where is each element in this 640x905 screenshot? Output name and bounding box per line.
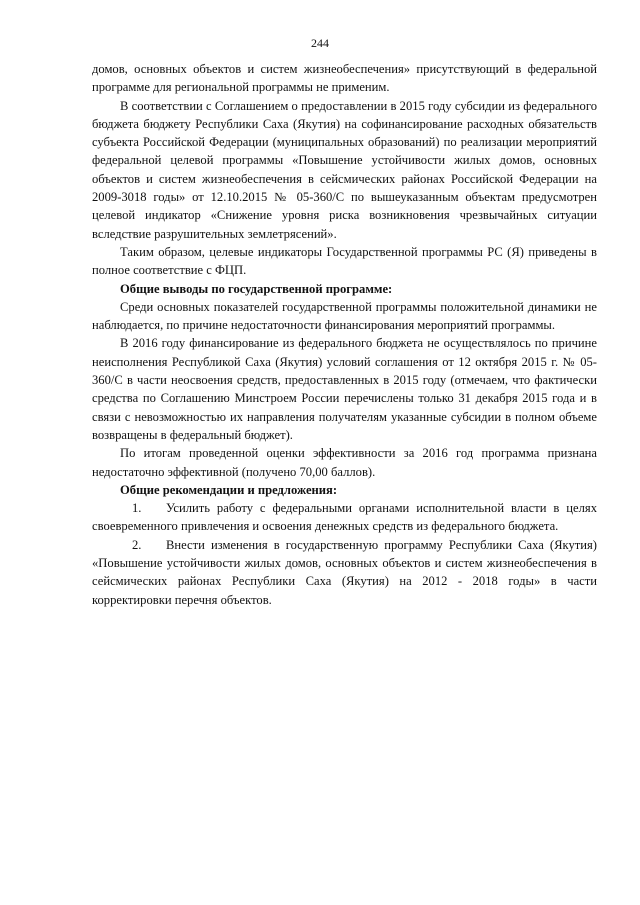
heading-general-conclusions: Общие выводы по государственной программе: [120, 281, 393, 296]
list-item-2-number: 2. [132, 537, 142, 552]
paragraph-continuation: домов, основных объектов и систем жизнеобеспечения» присутствующий в федеральной программе для региональной программы не применим. [92, 62, 597, 95]
paragraph-indicators: Среди основных показателей государственной программы положительной динамики не наблюдается, по причине недостаточности финансирования мероприятий программы. [92, 299, 597, 333]
paragraph-financing: В 2016 году финансирование из федерального бюджета не осуществлялось по причине неисполнения Республикой Саха (Якутия) условий соглашения от 12 октября 2015 г. № 05-360/С в части неосвоения средств, предоставленных в 2015 году (отмечаем, что фактически средства по Соглашению Минстроем России перечислены только 31 декабря 2015 года и в связи с невозможностью их направления получателям указанные субсидии в полном объеме возвращены в федеральный бюджет). [92, 336, 597, 442]
document-body [92, 60, 597, 609]
list-item-1-number: 1. [132, 501, 142, 516]
list-item-1-text: Усилить работу с федеральными органами исполнительной власти в целях своевременного привлечения и освоения денежных средств из федерального бюджета. [92, 501, 597, 534]
page-number: 244 [311, 36, 329, 50]
list-item-2-text: Внести изменения в государственную программу Республики Саха (Якутия) «Повышение устойчивости жилых домов, основных объектов и систем жизнеобеспечения в сейсмических районах Республики Саха (Якутия) на 2012 - 2018 годы» в части корректировки перечня объектов. [92, 537, 597, 607]
heading-recommendations: Общие рекомендации и предложения: [120, 482, 338, 497]
paragraph-efficiency: По итогам проведенной оценки эффективности за 2016 год программа признана недостаточно эффективной (получено 70,00 баллов). [92, 446, 597, 479]
list-item-2 [92, 536, 597, 609]
list-item-1 [92, 499, 597, 536]
paragraph-agreement: В соответствии с Соглашением о предоставлении в 2015 году субсидии из федерального бюджета бюджету Республики Саха (Якутия) на софинансирование расходных обязательств субъекта Российской Федерации (муниципальных образований) по реализации мероприятий федеральной целевой программы «Повышение устойчивости жилых домов, основных объектов и систем жизнеобеспечения в сейсмических районах Российской Федерации на 2009-3018 годы» от 12.10.2015 № 05-360/С по вышеуказанным объектам предусмотрен целевой индикатор «Снижение уровня риска возникновения чрезвычайных ситуации вследствие разрушительных землетрясений». [92, 98, 597, 241]
paragraph-conclusion: Таким образом, целевые индикаторы Государственной программы РС (Я) приведены в полное соответствие с ФЦП. [92, 244, 597, 278]
